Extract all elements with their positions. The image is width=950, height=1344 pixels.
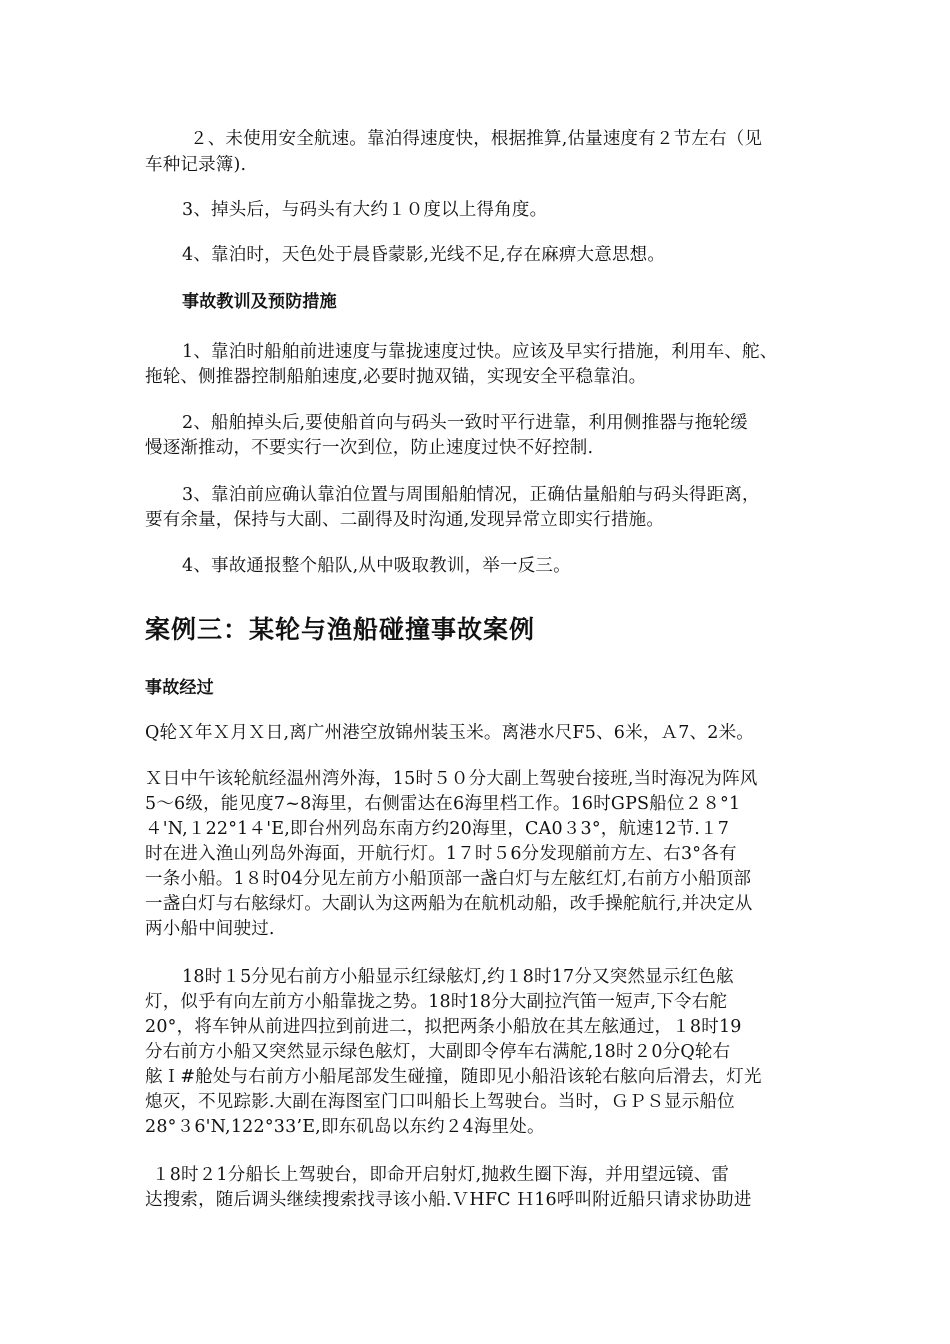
paragraph-line: ２、未使用安全航速。靠泊得速度快，根据推算,估量速度有２节左右（见 — [190, 129, 763, 149]
paragraph-line: 4、事故通报整个船队,从中吸取教训，举一反三。 — [182, 556, 571, 576]
paragraph-line: 5～6级，能见度7~8海里，右侧雷达在6海里档工作。16时GPS船位２８°1 — [145, 794, 741, 814]
paragraph-line: 3、掉头后，与码头有大约１０度以上得角度。 — [182, 200, 548, 220]
paragraph-line: 灯，似乎有向左前方小船靠拢之势。18时18分大副拉汽笛一短声,下令右舵 — [145, 992, 728, 1012]
paragraph-line: 3、靠泊前应确认靠泊位置与周围船舶情况，正确估量船舶与码头得距离， — [182, 485, 760, 505]
paragraph-line: 舷Ｉ#舱处与右前方小船尾部发生碰撞，随即见小船沿该轮右舷向后滑去，灯光 — [145, 1067, 762, 1087]
paragraph-line: 要有余量，保持与大副、二副得及时沟通,发现异常立即实行措施。 — [145, 510, 665, 530]
paragraph-line: 车种记录簿). — [145, 155, 247, 175]
paragraph-line: Q轮Ｘ年Ｘ月Ｘ日,离广州港空放锦州装玉米。离港水尺F5、6米，Ａ7、2米。 — [145, 723, 754, 743]
paragraph-line: 慢逐渐推动，不要实行一次到位，防止速度过快不好控制. — [145, 438, 594, 458]
paragraph-line: 28°３6'N,122°33’E,即东矶岛以东约２4海里处。 — [145, 1117, 545, 1137]
subheading: 事故教训及预防措施 — [182, 292, 337, 312]
paragraph-line: 熄灭，不见踪影.大副在海图室门口叫船长上驾驶台。当时，ＧＰＳ显示船位 — [145, 1092, 735, 1112]
paragraph-line: 18时１5分见右前方小船显示红绿舷灯,约１8时17分又突然显示红色舷 — [182, 967, 734, 987]
paragraph-line: 达搜索，随后调头继续搜索找寻该小船.ＶHFC Ｈ16呼叫附近船只请求协助进 — [145, 1190, 752, 1210]
paragraph-line: 分右前方小船又突然显示绿色舷灯，大副即令停车右满舵,18时２0分Q轮右 — [145, 1042, 731, 1062]
paragraph-line: 2、船舶掉头后,要使船首向与码头一致时平行进靠，利用侧推器与拖轮缓 — [182, 413, 748, 433]
paragraph-line: 拖轮、侧推器控制船舶速度,必要时抛双锚，实现安全平稳靠泊。 — [145, 367, 647, 387]
paragraph-line: 1、靠泊时船舶前进速度与靠拢速度过快。应该及早实行措施，利用车、舵、 — [182, 342, 778, 362]
paragraph-line: 两小船中间驶过. — [145, 919, 275, 939]
paragraph-line: 时在进入渔山列岛外海面，开航行灯。1７时５6分发现艏前方左、右3°各有 — [145, 844, 737, 864]
paragraph-line: Ｘ日中午该轮航经温州湾外海，15时５０分大副上驾驶台接班,当时海况为阵风 — [145, 769, 758, 789]
paragraph-line: 4、靠泊时，天色处于晨昏蒙影,光线不足,存在麻痹大意思想。 — [182, 245, 666, 265]
paragraph-line: ４'N,１22°1４'E,即台州列岛东南方约20海里，CA0３3°，航速12节.１7 — [145, 819, 730, 839]
section-title: 案例三：某轮与渔船碰撞事故案例 — [145, 615, 536, 644]
paragraph-line: 一条小船。1８时04分见左前方小船顶部一盏白灯与左舷红灯,右前方小船顶部 — [145, 869, 752, 889]
paragraph-line: １8时２1分船长上驾驶台，即命开启射灯,抛救生圈下海，并用望远镜、雷 — [152, 1165, 730, 1185]
paragraph-line: 20°，将车钟从前进四拉到前进二，拟把两条小船放在其左舷通过，１8时19 — [145, 1017, 742, 1037]
paragraph-line: 一盏白灯与右舷绿灯。大副认为这两船为在航机动船，改手操舵航行,并决定从 — [145, 894, 753, 914]
subheading: 事故经过 — [145, 678, 214, 698]
